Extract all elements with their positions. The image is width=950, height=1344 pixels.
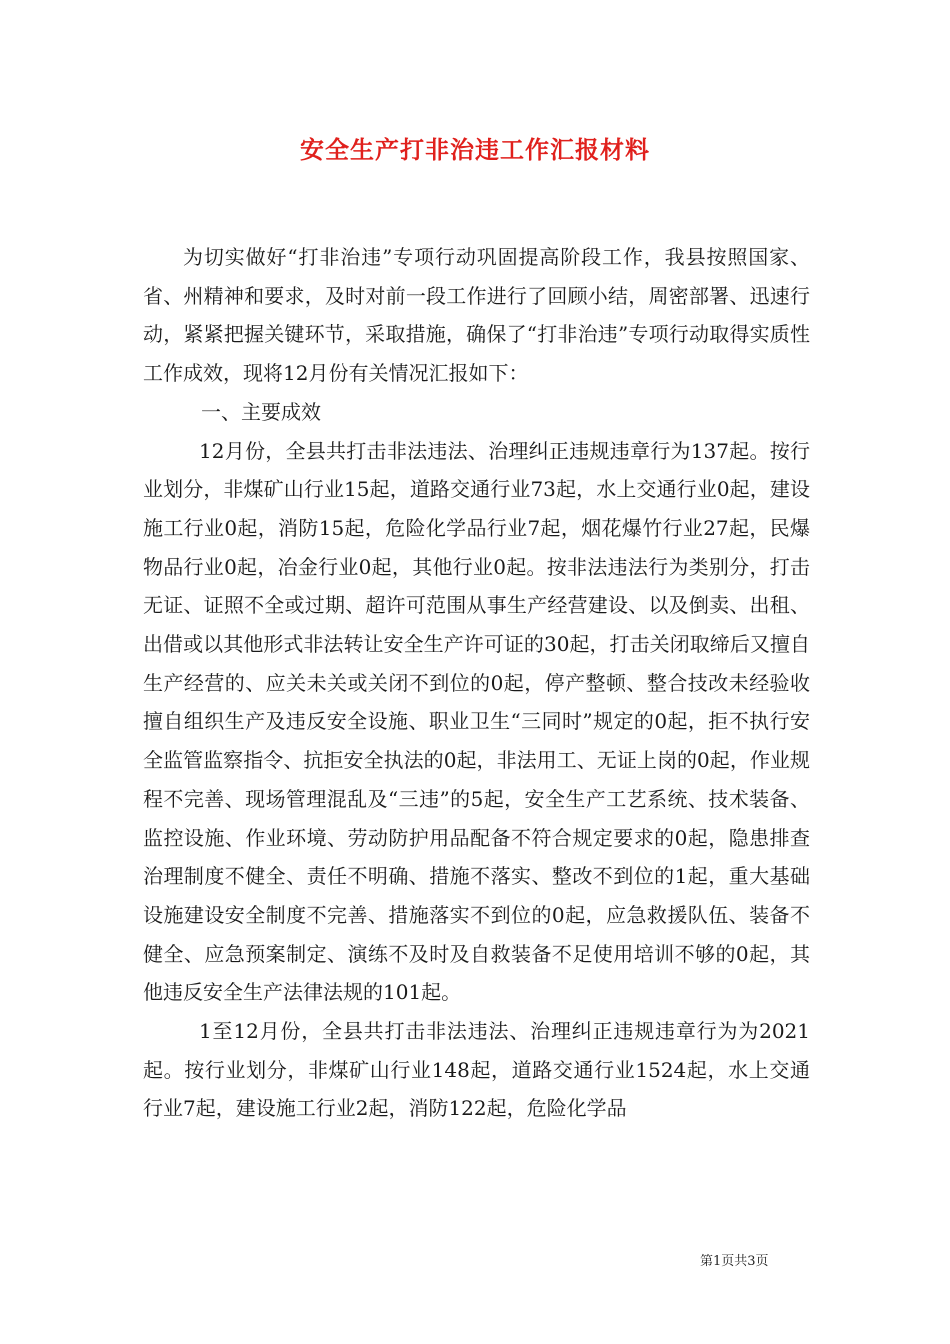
annual-results-paragraph: 1至12月份，全县共打击非法违法、治理纠正违规违章行为为2021起。按行业划分，非煤矿山行业148起，道路交通行业1524起，水上交通行业7起，建设施工行业2起，消防122起，危险化学品	[143, 1019, 810, 1121]
document-title: 安全生产打非治违工作汇报材料	[300, 135, 650, 164]
december-results-paragraph: 12月份，全县共打击非法违法、治理纠正违规违章行为137起。按行业划分，非煤矿山行业15起，道路交通行业73起，水上交通行业0起，建设施工行业0起，消防15起，危险化学品行业7起，烟花爆竹行业27起，民爆物品行业0起，冶金行业0起，其他行业0起。按非法违法行为类别分，打击无证、证照不全或过期、超许可范围从事生产经营建设、以及倒卖、出租、出借或以其他形式非法转让安全生产许可证的30起，打击关闭取缔后又擅自生产经营的、应关未关或关闭不到位的0起，停产整顿、整合技改未经验收擅自组织生产及违反安全设施、职业卫生“三同时”规定的0起，拒不执行安全监管监察指令、抗拒安全执法的0起，非法用工、无证上岗的0起，作业规程不完善、现场管理混乱及“三违”的5起，安全生产工艺系统、技术装备、监控设施、作业环境、劳动防护用品配备不符合规定要求的0起，隐患排查治理制度不健全、责任不明确、措施不落实、整改不到位的1起，重大基础设施建设安全制度不完善、措施落实不到位的0起，应急救援队伍、装备不健全、应急预案制定、演练不及时及自救装备不足使用培训不够的0起，其他违反安全生产法律法规的101起。	[143, 438, 810, 1005]
page-number: 第1页共3页	[700, 1254, 769, 1269]
section-heading: 一、主要成效	[201, 399, 321, 424]
document-body	[143, 238, 810, 1128]
intro-paragraph: 为切实做好“打非治违”专项行动巩固提高阶段工作，我县按照国家、省、州精神和要求，及时对前一段工作进行了回顾小结，周密部署、迅速行动，紧紧把握关键环节，采取措施，确保了“打非治违”专项行动取得实质性工作成效，现将12月份有关情况汇报如下：	[143, 245, 810, 386]
